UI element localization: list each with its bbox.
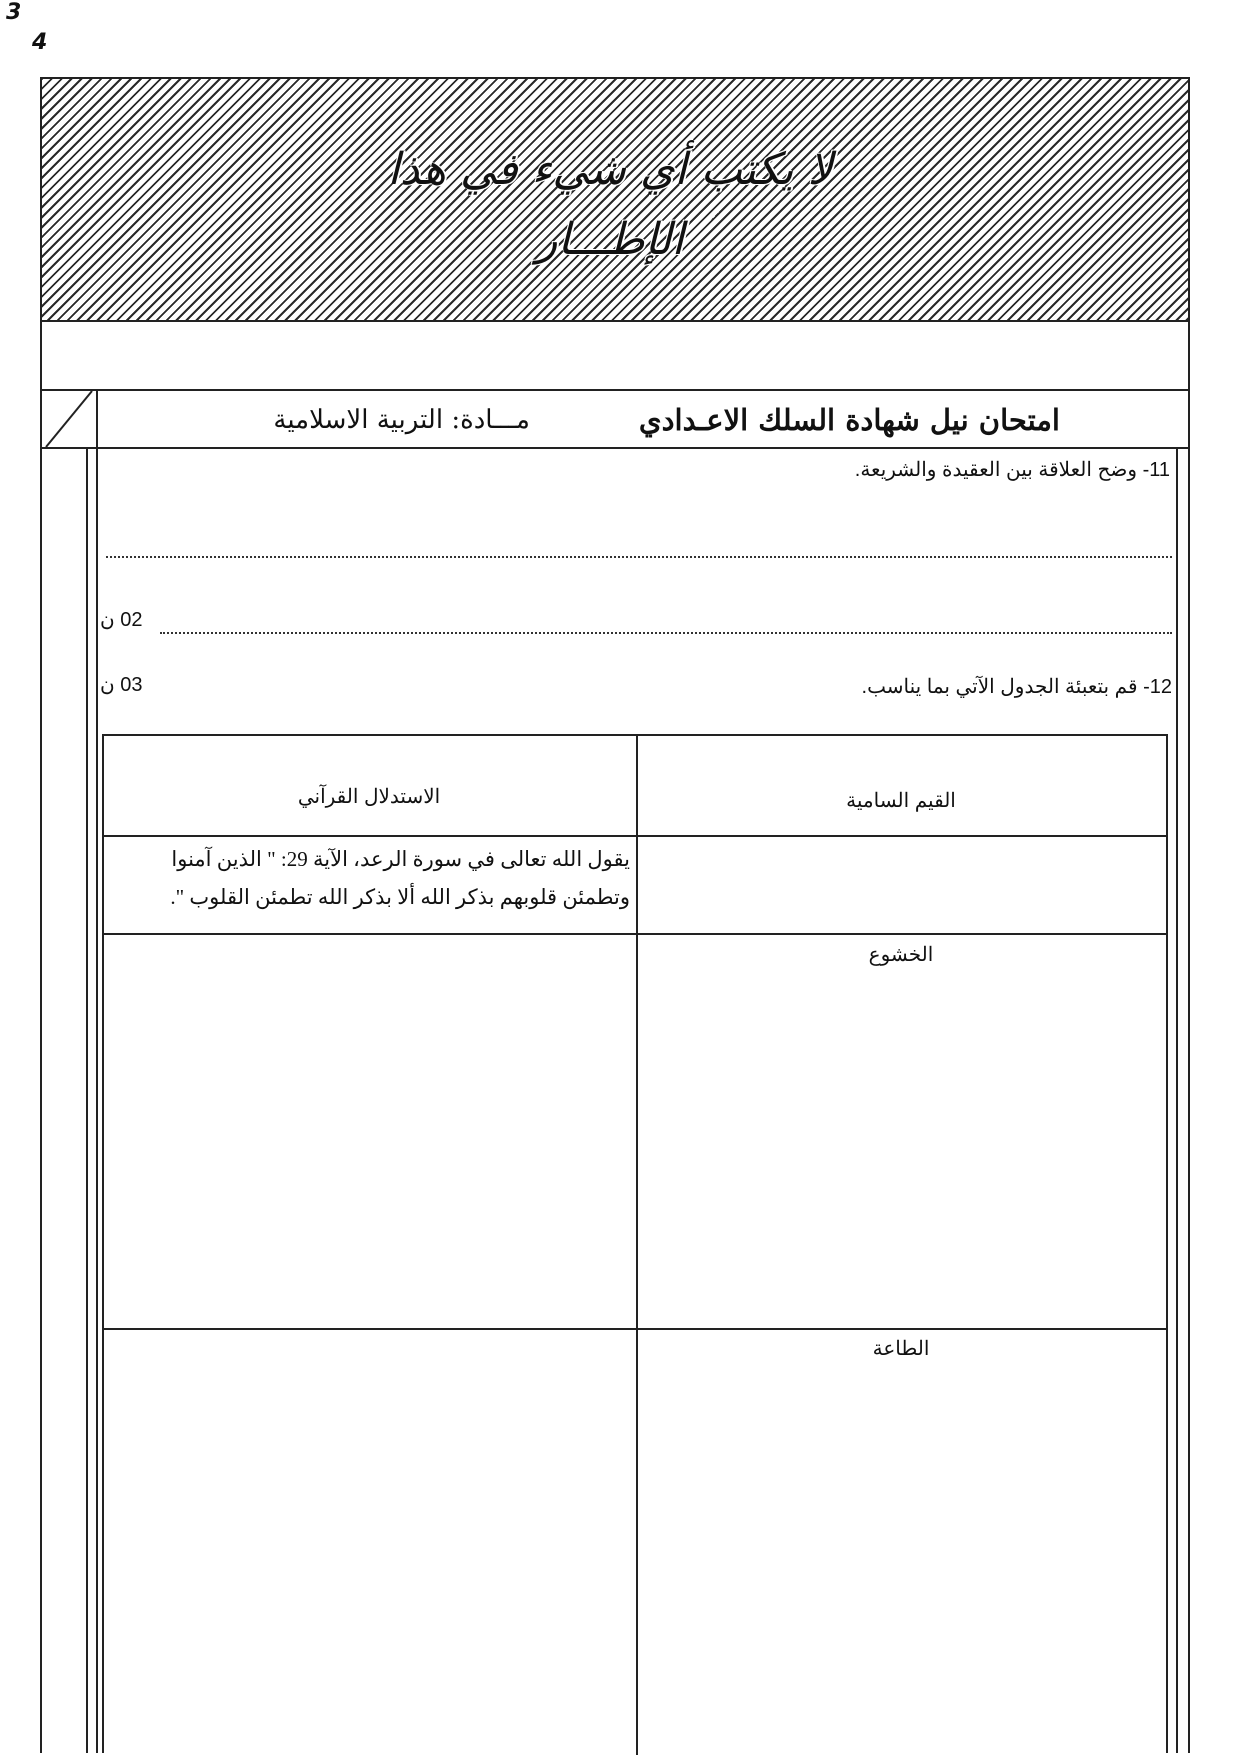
question-11: 11- وضح العلاقة بين العقيدة والشريعة. xyxy=(854,459,1170,481)
table-row-divider xyxy=(104,835,1166,837)
no-write-notice: لا يكتب أي شيء في هذا الإطـــار xyxy=(387,144,833,265)
table-cell-evidence: يقول الله تعالى في سورة الرعد، الآية 29: " الذين آمنوا وتطمئن قلوبهم بذكر الله ألا بذكر الله تطمئن القلوب ". xyxy=(170,847,630,909)
values-table xyxy=(102,734,1168,1753)
blank-strip xyxy=(40,322,1190,390)
table-cell-value: الطاعة xyxy=(872,1338,930,1360)
page-indicator xyxy=(40,389,98,449)
page-number: 3 xyxy=(6,0,22,25)
table-header-evidence: الاستدلال القرآني xyxy=(297,786,441,808)
table-cell-value[interactable] xyxy=(638,854,1164,914)
frame-left-border xyxy=(40,449,42,1753)
table-cell-evidence[interactable] xyxy=(104,1336,634,1746)
question-12-mark: 03 ن xyxy=(100,674,143,696)
frame-right-inner-border xyxy=(1176,449,1178,1753)
table-row-divider xyxy=(104,1328,1166,1330)
table-cell-value: الخشوع xyxy=(868,944,934,966)
table-row-divider xyxy=(104,933,1166,935)
page-divider-slash xyxy=(40,389,98,449)
page-total: 4 xyxy=(32,30,48,55)
frame-right-border xyxy=(1188,449,1190,1753)
question-12: 12- قم بتعبئة الجدول الآتي بما يناسب. xyxy=(861,676,1172,698)
margin-column-line xyxy=(96,449,98,1753)
exam-title: امتحان نيل شهادة السلك الاعـدادي xyxy=(638,403,1060,437)
table-header-values: القيم السامية xyxy=(846,790,956,812)
question-11-mark: 02 ن xyxy=(100,609,143,631)
subject-label: مـــادة: التربية الاسلامية xyxy=(273,405,530,435)
answer-line[interactable] xyxy=(160,632,1172,634)
answer-line[interactable] xyxy=(106,556,1172,558)
margin-column-line xyxy=(86,449,88,1753)
table-cell-evidence[interactable] xyxy=(104,942,634,1322)
